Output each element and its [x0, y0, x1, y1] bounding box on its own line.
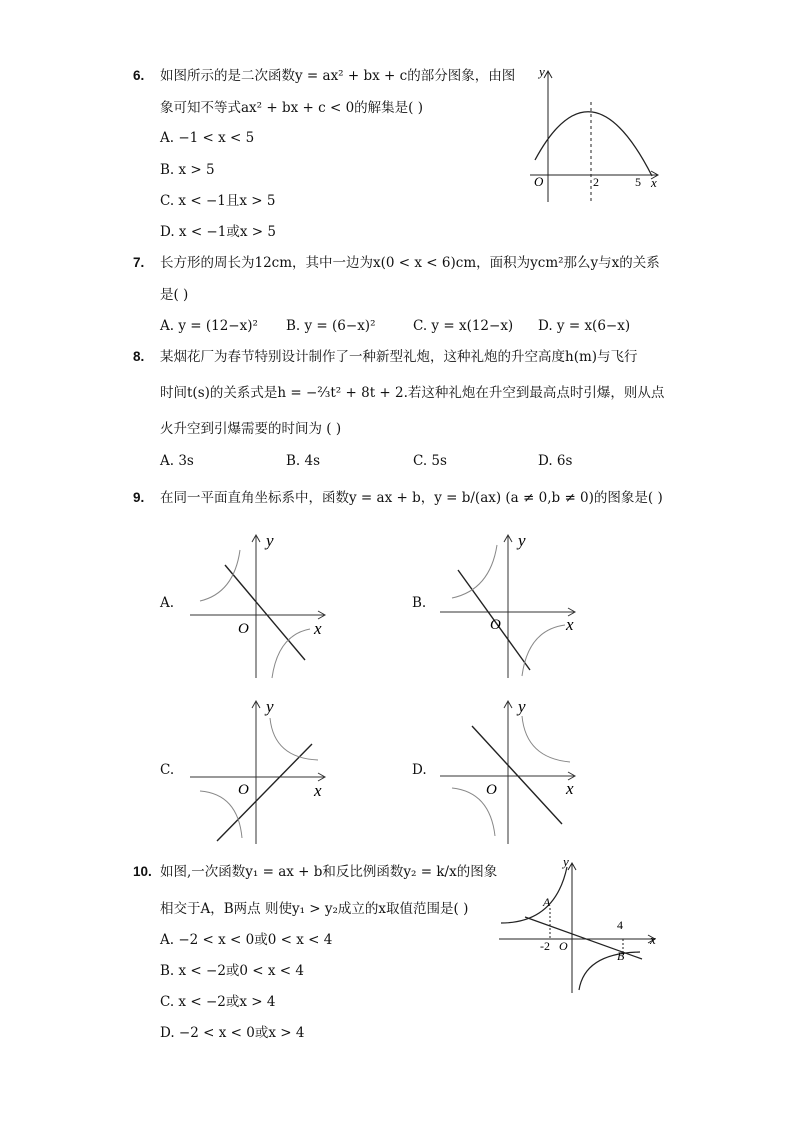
q10-stem-line2: 相交于A，B两点 则使y₁ > y₂成立的x取值范围是( )	[160, 901, 469, 917]
q10-stem-line1: 如图,一次函数y₁ = ax + b和反比例函数y₂ = k/x的图象	[160, 864, 498, 880]
q10-point-a: A	[543, 895, 551, 909]
q9-number: 9.	[133, 490, 145, 505]
q8-stem-line3: 火升空到引爆需要的时间为 ( )	[160, 421, 342, 437]
q7-option-c[interactable]: C. y = x(12−x)	[413, 318, 514, 334]
q6-option-a[interactable]: A. −1 < x < 5	[160, 130, 255, 146]
q6-tick-2: 2	[593, 175, 599, 189]
q9-graph-a	[190, 530, 340, 680]
q9a-origin: O	[238, 621, 249, 637]
q9c-y-label: y	[266, 697, 274, 716]
q7-option-a[interactable]: A. y = (12−x)²	[160, 318, 258, 334]
q6-tick-5: 5	[635, 175, 641, 189]
q9-graph-c	[190, 696, 340, 846]
q10-option-b[interactable]: B. x < −2或0 < x < 4	[160, 963, 304, 979]
q10-origin: O	[559, 939, 568, 953]
q10-point-b: B	[617, 949, 625, 963]
q10-intersection-graph	[495, 855, 665, 995]
q6-x-label: x	[651, 175, 657, 190]
q6-number: 6.	[133, 68, 145, 83]
q8-option-d[interactable]: D. 6s	[538, 453, 573, 469]
q9a-y-label: y	[266, 531, 274, 550]
q8-stem-line1: 某烟花厂为春节特别设计制作了一种新型礼炮，这种礼炮的升空高度h(m)与飞行	[160, 349, 638, 365]
q6-origin-label: O	[534, 174, 544, 189]
q6-option-c[interactable]: C. x < −1且x > 5	[160, 193, 276, 209]
q9-option-d[interactable]: D.	[412, 762, 427, 778]
q9-option-b[interactable]: B.	[412, 595, 427, 611]
q9c-origin: O	[238, 782, 249, 798]
q6-stem-line2: 象可知不等式ax² + bx + c < 0的解集是( )	[160, 100, 423, 116]
q10-option-c[interactable]: C. x < −2或x > 4	[160, 994, 276, 1010]
q7-option-b[interactable]: B. y = (6−x)²	[286, 318, 376, 334]
q6-y-label: y	[539, 64, 545, 79]
q6-option-b[interactable]: B. x > 5	[160, 162, 215, 178]
q9d-x-label: x	[566, 779, 574, 798]
q10-y-label: y	[563, 854, 569, 869]
q10-number: 10.	[133, 864, 152, 879]
q10-tick-4: 4	[617, 918, 623, 932]
q9d-origin: O	[486, 782, 497, 798]
q9a-x-label: x	[314, 619, 322, 638]
q8-stem-line2: 时间t(s)的关系式是h = −⅔t² + 8t + 2.若这种礼炮在升空到最高点时引爆，则从点	[160, 385, 665, 401]
q9b-origin: O	[490, 617, 501, 633]
q9-option-c[interactable]: C.	[160, 762, 175, 778]
q8-option-a[interactable]: A. 3s	[160, 453, 194, 469]
q10-tick-neg2: -2	[540, 939, 550, 953]
q9-stem: 在同一平面直角坐标系中，函数y = ax + b，y = b/(ax) (a ≠ 0,b ≠ 0)的图象是( )	[160, 490, 663, 506]
q10-x-label: x	[650, 932, 656, 947]
q7-stem-line2: 是( )	[160, 287, 189, 303]
q7-option-d[interactable]: D. y = x(6−x)	[538, 318, 631, 334]
q8-number: 8.	[133, 349, 145, 364]
q10-option-d[interactable]: D. −2 < x < 0或x > 4	[160, 1025, 305, 1041]
q9d-y-label: y	[518, 697, 526, 716]
q9b-y-label: y	[518, 531, 526, 550]
q10-option-a[interactable]: A. −2 < x < 0或0 < x < 4	[160, 932, 333, 948]
q9b-x-label: x	[566, 615, 574, 634]
q9-option-a[interactable]: A.	[160, 595, 175, 611]
q7-number: 7.	[133, 255, 145, 270]
q9-graph-d	[440, 696, 590, 846]
q8-option-b[interactable]: B. 4s	[286, 453, 321, 469]
q7-stem-line1: 长方形的周长为12cm，其中一边为x(0 < x < 6)cm，面积为ycm²那么y与x的关系	[160, 255, 660, 271]
q9-graph-b	[440, 530, 590, 680]
q9c-x-label: x	[314, 781, 322, 800]
q6-option-d[interactable]: D. x < −1或x > 5	[160, 224, 276, 240]
q6-stem-line1: 如图所示的是二次函数y = ax² + bx + c的部分图象，由图	[160, 68, 516, 84]
q6-parabola-graph	[525, 62, 665, 204]
q8-option-c[interactable]: C. 5s	[413, 453, 447, 469]
